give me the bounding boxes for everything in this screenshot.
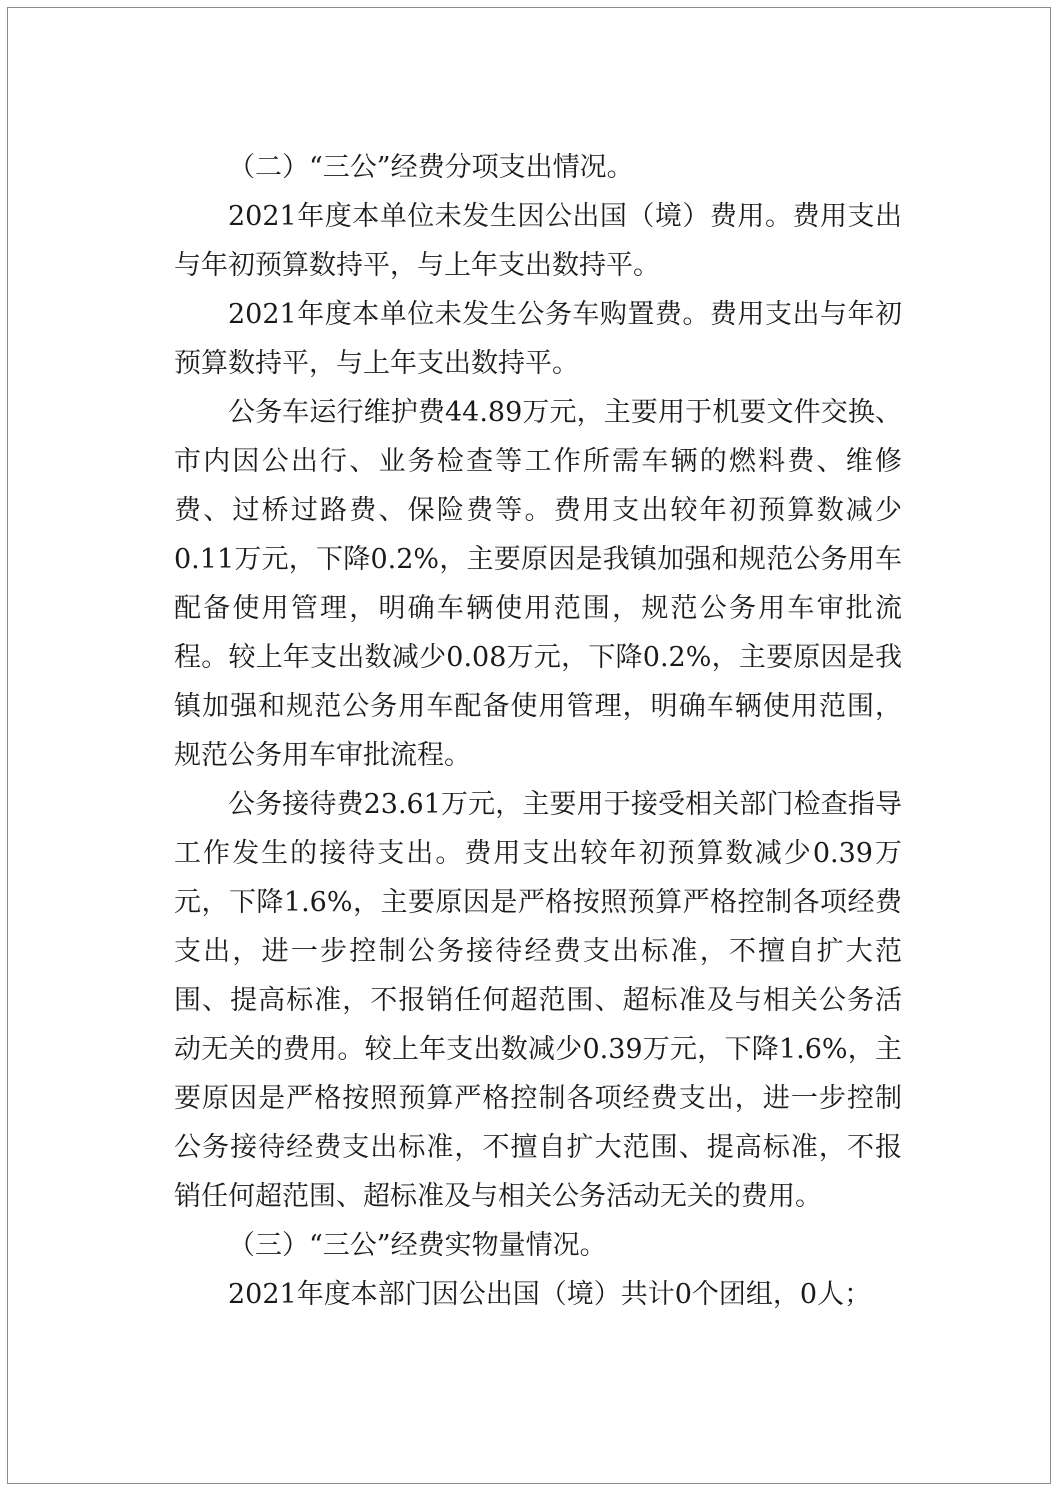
section-heading-3: （三）“三公”经费实物量情况。 <box>228 1230 607 1261</box>
document-page <box>7 7 1051 1484</box>
paragraph-vehicle-purchase: 2021年度本单位未发生公务车购置费。费用支出与年初预算数持平，与上年支出数持平。 <box>174 299 902 379</box>
section-heading-2: （二）“三公”经费分项支出情况。 <box>228 152 634 183</box>
paragraph-physical-quantity: 2021年度本部门因公出国（境）共计0个团组，0人； <box>228 1279 872 1310</box>
paragraph-reception: 公务接待费23.61万元，主要用于接受相关部门检查指导工作发生的接待支出。费用支出较年初预算数减少0.39万元，下降1.6%，主要原因是严格按照预算严格控制各项经费支出，进一步控制公务接待经费支出标准，不擅自扩大范围、提高标准，不报销任何超范围、超标准及与相关公务活动无关的费用。较上年支出数减少0.39万元，下降1.6%，主要原因是严格按照预算严格控制各项经费支出，进一步控制公务接待经费支出标准，不擅自扩大范围、提高标准，不报销任何超范围、超标准及与相关公务活动无关的费用。 <box>174 789 902 1212</box>
paragraph-vehicle-maintenance: 公务车运行维护费44.89万元，主要用于机要文件交换、市内因公出行、业务检查等工作所需车辆的燃料费、维修费、过桥过路费、保险费等。费用支出较年初预算数减少0.11万元，下降0.2%，主要原因是我镇加强和规范公务用车配备使用管理，明确车辆使用范围，规范公务用车审批流程。较上年支出数减少0.08万元，下降0.2%，主要原因是我镇加强和规范公务用车配备使用管理，明确车辆使用范围，规范公务用车审批流程。 <box>174 397 902 771</box>
paragraph-overseas-travel: 2021年度本单位未发生因公出国（境）费用。费用支出与年初预算数持平，与上年支出数持平。 <box>174 201 902 281</box>
document-body <box>174 143 902 1319</box>
